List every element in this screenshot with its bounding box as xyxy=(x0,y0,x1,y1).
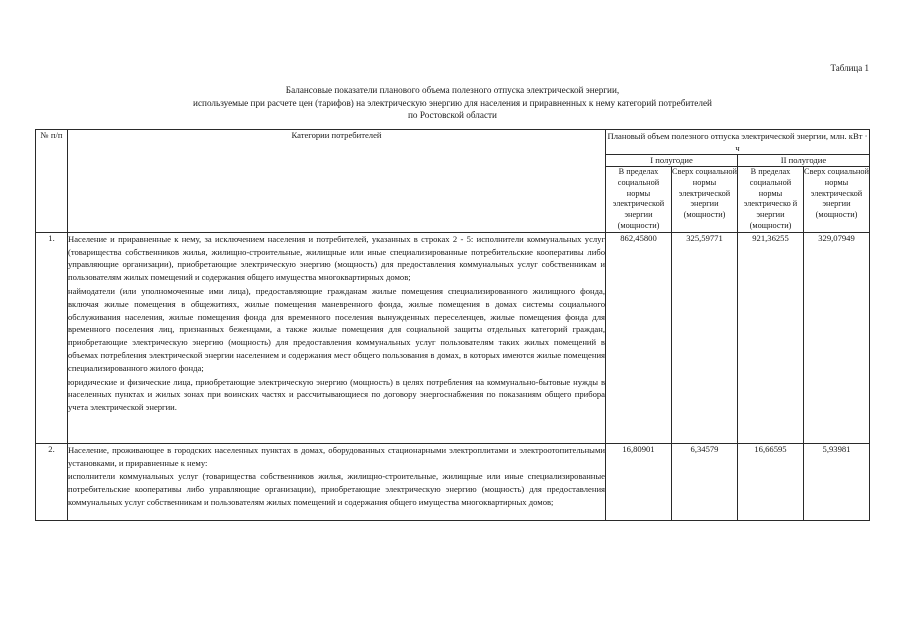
table-number-label: Таблица 1 xyxy=(830,63,869,73)
header-above-norm-h2: Сверх социальной нормы электрической энергии (мощности) xyxy=(804,167,870,233)
title-line: используемые при расчете цен (тарифов) на электрическую энергию для населения и приравненных к нему категорий потребителей xyxy=(193,97,712,108)
value-h2-within: 16,66595 xyxy=(738,443,804,520)
header-category: Категории потребителей xyxy=(68,130,606,233)
category-paragraph: Население и приравненные к нему, за исключением населения и потребителей, указанных в строках 2 - 5: исполнители коммунальных услуг (товарищества собственников жилья, жилищно-строительные, жилищные или иные специализированные потребительские кооперативы либо управляющие организации), приобретающие электрическую энергию (мощность) для предоставления коммунальных услуг собственникам и пользователям жилых помещений и содержания общего имущества многоквартирных домов; xyxy=(68,233,605,283)
value-h1-within: 16,80901 xyxy=(606,443,672,520)
balance-table xyxy=(35,129,870,521)
value-h1-above: 325,59771 xyxy=(672,232,738,443)
header-plan-volume: Плановый объем полезного отпуска электрической энергии, млн. кВт · ч xyxy=(606,130,870,155)
title-line: Балансовые показатели планового объема полезного отпуска электрической энергии, xyxy=(285,85,620,95)
header-above-norm-h1: Сверх социальной нормы электрической энергии (мощности) xyxy=(672,167,738,233)
header-within-norm-h1: В пределах социальной нормы электрической энергии (мощности) xyxy=(606,167,672,233)
row-number: 1. xyxy=(36,232,68,443)
title-line: по Ростовской области xyxy=(408,110,497,120)
value-h2-above: 5,93981 xyxy=(804,443,870,520)
row-category xyxy=(68,443,606,520)
header-within-norm-h2: В пределах социальной нормы электрическо й энергии (мощности) xyxy=(738,167,804,233)
header-num: № п/п xyxy=(36,130,68,233)
category-paragraph: Население, проживающее в городских населенных пунктах в домах, оборудованных стационарными электроплитами и электроотопительными установками, и приравненные к нему: xyxy=(68,444,605,468)
value-h2-above: 329,07949 xyxy=(804,232,870,443)
value-h1-above: 6,34579 xyxy=(672,443,738,520)
row-number: 2. xyxy=(36,443,68,520)
category-paragraph: наймодатели (или уполномоченные ими лица), предоставляющие гражданам жилые помещения специализированного жилищного фонда, включая жилые помещения в общежитиях, жилые помещения маневренного фонда, жилые помещения в домах системы социального обслуживания населения, жилые помещения фонда для временного поселения вынужденных переселенцев, жилые помещения фонда для временного поселения лиц, признанных беженцами, а также жилые помещения для социальной защиты отдельных категорий граждан, приобретающие электрическую энергию (мощность) для предоставления коммунальных услуг пользователям таких жилых помещений в объемах потребления электрической энергии населением и содержания мест общего пользования в домах, в которых имеются жилые помещения специализированного жилого фонда; xyxy=(68,285,605,373)
header-half-1: I полугодие xyxy=(606,155,738,167)
category-paragraph: юридические и физические лица, приобретающие электрическую энергию (мощность) в целях потребления на коммунально-бытовые нужды в населенных пунктах и жилых зонах при воинских частях и рассчитывающиеся по договору энергоснабжения по показаниям общего прибора учета электрической энергии. xyxy=(68,376,605,413)
table-row xyxy=(36,232,870,443)
table-row xyxy=(36,443,870,520)
category-paragraph: исполнители коммунальных услуг (товарищества собственников жилья, жилищно-строительные, жилищные или иные специализированные потребительские кооперативы либо управляющие организации), приобретающие электрическую энергию (мощность) для предоставления коммунальных услуг собственникам и пользователям жилых помещений и содержания общего имущества многоквартирных домов; xyxy=(68,471,605,507)
document-title xyxy=(0,84,905,122)
header-half-2: II полугодие xyxy=(738,155,870,167)
value-h1-within: 862,45800 xyxy=(606,232,672,443)
value-h2-within: 921,36255 xyxy=(738,232,804,443)
row-category xyxy=(68,232,606,443)
